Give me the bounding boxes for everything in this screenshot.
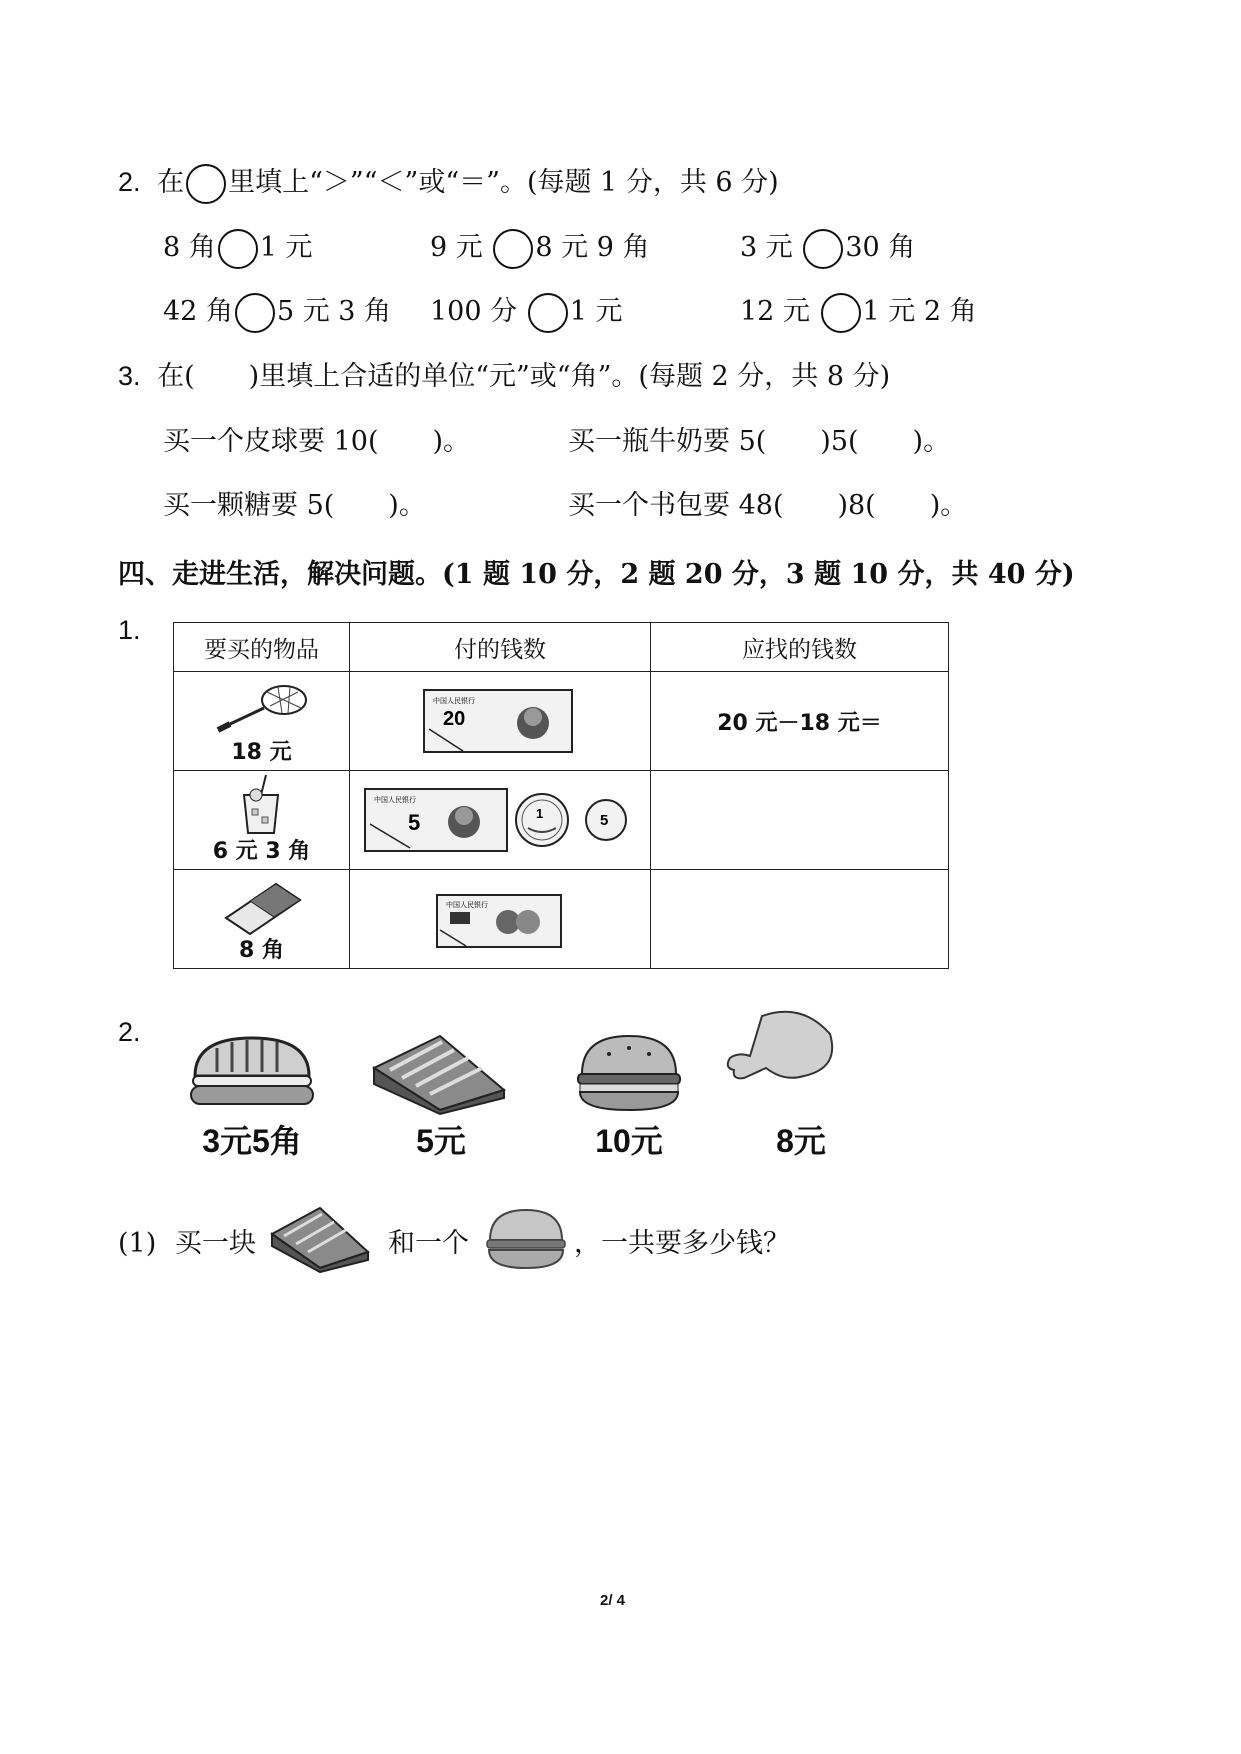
table-header: 要买的物品 — [174, 623, 350, 672]
q2-instruction: 2. 在 里填上“＞”“＜”或“＝”。(每题 1 分，共 6 分) — [118, 162, 779, 204]
food-price: 8元 — [776, 1123, 826, 1159]
item-price: 8 角 — [239, 938, 284, 963]
food-price: 5元 — [416, 1123, 466, 1159]
hamburger-icon — [484, 1206, 568, 1276]
q2-item-1: 8 角 1 元 — [163, 228, 313, 269]
change-table — [173, 622, 949, 969]
compare-circle[interactable] — [218, 229, 258, 269]
q2-item-4: 42 角 5 元 3 角 — [163, 292, 391, 333]
table-row — [174, 870, 949, 969]
food-price: 3元5角 — [202, 1123, 302, 1159]
sub-question-1: (1) 买一块 — [118, 1228, 256, 1259]
compare-circle[interactable] — [493, 229, 533, 269]
table-header: 应找的钱数 — [651, 623, 949, 672]
banknote-5-yuan-icon — [364, 788, 508, 852]
compare-circle[interactable] — [186, 164, 226, 204]
q3-item-4[interactable]: 买一个书包要 48( )8( )。 — [568, 490, 968, 521]
q2-item-6: 12 元 1 元 2 角 — [740, 292, 977, 333]
change-answer[interactable] — [651, 771, 949, 870]
drink-cup-icon — [236, 773, 286, 839]
q3-instruction: 3. 在( )里填上合适的单位“元”或“角”。(每题 2 分，共 8 分) — [118, 361, 891, 392]
compare-circle[interactable] — [528, 293, 568, 333]
svg-text:中国人民银行: 中国人民银行 — [374, 796, 416, 804]
compare-circle[interactable] — [821, 293, 861, 333]
sub-question-1-mid: 和一个 — [388, 1228, 469, 1259]
banknote-2-jiao-icon — [436, 894, 562, 948]
q2-item-3: 3 元 30 角 — [740, 228, 915, 269]
svg-text:1: 1 — [536, 806, 544, 821]
cake-slice-icon — [370, 1028, 510, 1118]
svg-text:5: 5 — [408, 810, 421, 835]
compare-circle[interactable] — [803, 229, 843, 269]
q2-item-2: 9 元 8 元 9 角 — [430, 228, 649, 269]
page-number: 2/ 4 — [600, 1592, 626, 1609]
change-answer[interactable]: 20 元－18 元＝ — [651, 672, 949, 771]
hamburger-icon — [574, 1030, 684, 1116]
sub-question-1-end: ，一共要多少钱？ — [574, 1228, 790, 1259]
svg-text:中国人民银行: 中国人民银行 — [433, 697, 475, 705]
q2-item-5: 100 分 1 元 — [430, 292, 622, 333]
table-row — [174, 672, 949, 771]
item-price: 6 元 3 角 — [212, 839, 311, 864]
coin-1-yuan-icon — [514, 792, 570, 848]
q3-item-2[interactable]: 买一瓶牛奶要 5( )5( )。 — [568, 426, 951, 457]
svg-text:5: 5 — [600, 812, 609, 829]
compare-circle[interactable] — [235, 293, 275, 333]
cake-slice-icon — [268, 1202, 372, 1274]
table-row — [174, 771, 949, 870]
q3-item-1[interactable]: 买一个皮球要 10( )。 — [163, 426, 471, 457]
chicken-leg-icon — [722, 1006, 842, 1096]
svg-text:中国人民银行: 中国人民银行 — [446, 901, 488, 909]
q3-item-3[interactable]: 买一颗糖要 5( )。 — [163, 490, 426, 521]
problem-1-number: 1. — [118, 615, 141, 645]
badminton-racket-icon — [212, 678, 312, 738]
banknote-20-yuan-icon — [423, 689, 573, 753]
table-header: 付的钱数 — [350, 623, 651, 672]
food-price: 10元 — [595, 1123, 663, 1159]
bread-icon — [187, 1032, 317, 1112]
item-price: 18 元 — [231, 740, 292, 765]
section-title: 四、走进生活，解决问题。(1 题 10 分，2 题 20 分，3 题 10 分，共 40 分) — [118, 559, 1075, 590]
change-answer[interactable] — [651, 870, 949, 969]
svg-text:20: 20 — [443, 708, 466, 730]
coin-5-jiao-icon — [584, 798, 628, 842]
problem-2-number: 2. — [118, 1017, 141, 1047]
eraser-icon — [220, 874, 310, 938]
